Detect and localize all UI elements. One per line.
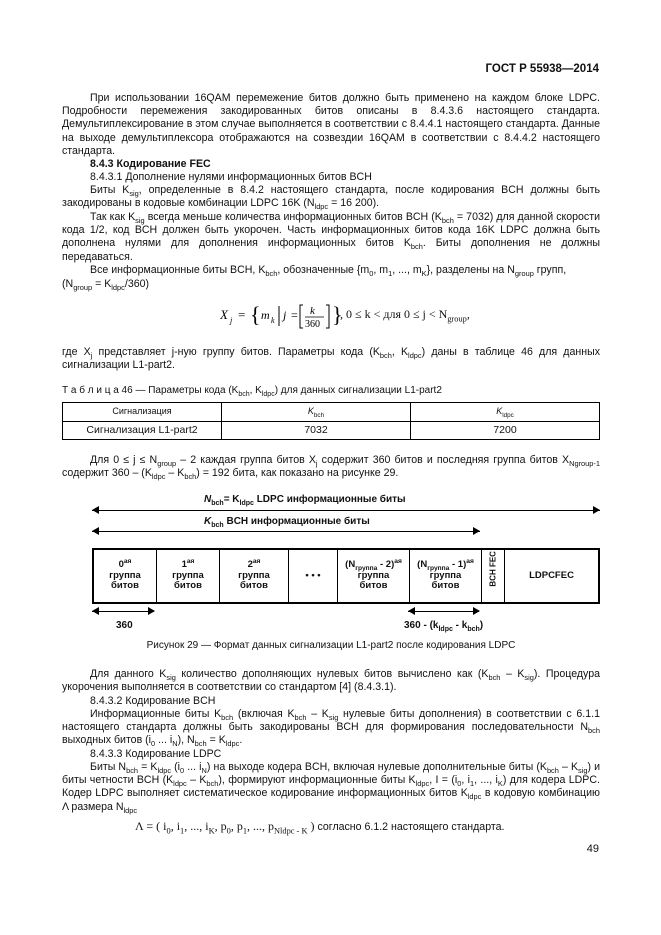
document-header: ГОСТ Р 55938—2014 [485, 63, 599, 75]
diagram-label-kbch: $K_{bch}$ BCH информационные биты [204, 516, 370, 529]
diagram-arrow-last-group [408, 611, 479, 612]
arrow-right-head-icon [473, 527, 480, 535]
paragraph-16qam: При использовании 16QAM перемежение битов должно быть применено на каждом блоке LDPC. Подробности перемежения закодированных битов описаны в 8.4.3.6 настоящего стандарта. Демультиплексирование в этом случае выполняется в соответствии с 8.4.4.1 настоящего стандарта. Данные на выходе демультиплексора отображаются на созвездии 16QAM в соответствии с 8.4.4.2 настоящего стандарта. [62, 92, 600, 157]
formula-lambda: Λ = ( $i_0$, $i_1$, ..., $i_K$, $p_0$, $p_1$, ..., $p_{Nldpc - K}$ ) согласно 6.1.2 настоящего стандарта. [135, 819, 505, 836]
paragraph-bch: Информационные биты $K_{bch}$ (включая $K_{bch} - K_{sig}$ нулевые биты дополнения) в соответствии с 6.1.1 настоящего стандарта должны быть закодированы BCH для формирования последовательности $N_{bch}$ выходных битов ($i_0$ ... $i_N$), $N_{bch} = K_{ldpc}$. [62, 708, 600, 749]
svg-text:360: 360 [305, 319, 320, 330]
paragraph-zero-padding: Для данного $K_{sig}$ количество дополняющих нулевых битов вычислено как $(K_{bch} - K_{sig})$. Процедура укорочения выполняется в соответствии со стандартом [4] (8.4.3.1). [62, 668, 600, 694]
page-number: 49 [586, 843, 599, 855]
formula-xj-condition: , 0 ≤ k < для $0 \le j < N_{group}$, [340, 307, 470, 324]
table-cell-kldpc: 7200 [411, 422, 600, 440]
block-group-2: $2^{ая}$ группа битов [220, 550, 289, 602]
arrow-right-head-icon [148, 607, 155, 615]
svg-text:}: } [332, 302, 343, 327]
svg-text:=: = [291, 308, 298, 322]
diagram-bit-blocks [92, 548, 600, 604]
svg-text:m: m [261, 308, 270, 322]
table-row [63, 422, 600, 440]
paragraph-where: где $X_j$ представляет j-ную группу битов. Параметры кода ($K_{bch}$, $K_{ldpc}$) даны в таблице 46 для данных сигнализации L1-part2. [62, 346, 600, 372]
figure-29-diagram [92, 494, 600, 634]
svg-text:j: j [230, 316, 233, 325]
diagram-arrow-kbch [92, 531, 480, 532]
diagram-label-last-group: $360 - (k_{ldpc} - k_{bch})$ [404, 620, 484, 633]
arrow-left-head-icon [408, 607, 415, 615]
svg-text:X: X [220, 307, 228, 322]
paragraph-ldpc: Биты $N_{bch} = K_{ldpc}$ ($i_0$ ... $i_N$) на выходе кодера BCH, включая нулевые дополнительные биты $(K_{bch} - K_{sig})$ и биты четности BCH $(K_{ldpc} - K_{bch})$, формируют информационные биты $K_{ldpc}$, $I = (i_0$, $i_1$, ..., $i_K$) для кодера LDPC. Кодер LDPC выполняет систематическое кодирование информационных битов $K_{ldpc}$ в кодовую комбинацию Λ размера $N_{ldpc}$ [62, 761, 601, 815]
section-heading-8431: 8.4.3.1 Дополнение нулями информационных битов BCH [90, 171, 372, 183]
block-group-1: $1^{ая}$ группа битов [157, 550, 220, 602]
paragraph-ksig: Биты $K_{sig}$, определенные в 8.4.2 настоящего стандарта, после кодирования BCH должны быть закодированы в кодовые комбинации LDPC 16K ($N_{ldpc} = 16$ 200). [62, 184, 600, 212]
table-cell-signaling: Сигнализация L1-part2 [63, 422, 222, 440]
table-cell-kbch: 7032 [222, 422, 411, 440]
svg-text:k: k [310, 305, 315, 317]
svg-text:=: = [238, 307, 246, 322]
paragraph-ngroup: $(N_{group} = K_{ldpc}/360)$ [62, 278, 150, 293]
block-bch-fec: BCH FEC [482, 550, 505, 602]
paragraph-groups: Для $0 \le j \le N_{group} - 2$ каждая группа битов $X_j$ содержит 360 битов и последняя группа битов $X_{Ngroup-1}$ содержит $360 - (K_{ldpc} - K_{bch}) = 192$ бита, как показано на рисунке 29. [62, 454, 600, 482]
svg-text:{: { [250, 302, 261, 327]
block-group-n-minus-2: $(N_{группа} - 2)^{ая}$ группа битов [338, 550, 410, 602]
table-header-kbch: $K_{bch}$ [222, 403, 411, 422]
diagram-label-360: 360 [116, 620, 133, 631]
diagram-arrow-first-group [92, 611, 154, 612]
arrow-left-head-icon [92, 527, 99, 535]
section-heading-8432: 8.4.3.2 Кодирование BCH [90, 695, 216, 707]
svg-text:j: j [283, 308, 287, 322]
table-46 [62, 402, 600, 440]
table-header-kldpc: $K_{ldpc}$ [411, 403, 600, 422]
arrow-left-head-icon [92, 506, 99, 514]
diagram-arrow-nbch [92, 510, 600, 511]
block-ellipsis: • • • [289, 550, 338, 602]
block-group-0: $0^{ая}$ группа битов [94, 550, 157, 602]
table-header-signaling: Сигнализация [63, 403, 222, 422]
block-group-n-minus-1: $(N_{группа} - 1)^{ая}$ группа битов [410, 550, 482, 602]
paragraph-all-bits: Все информационные биты BCH, $K_{bch}$, обозначенные {$m_0$, $m_1$, ..., $m_K$}, разделены на $N_{group}$ групп, [90, 264, 567, 279]
svg-text:k: k [271, 316, 275, 325]
section-heading-8433: 8.4.3.3 Кодирование LDPC [90, 748, 222, 760]
table-caption: Т а б л и ц а 46 — Параметры кода ($K_{bch}$, $K_{ldpc}$) для данных сигнализации L1-part2 [62, 385, 442, 398]
block-ldpc-fec: LDPCFEC [529, 569, 574, 581]
paragraph-shortening: Так как $K_{sig}$ всегда меньше количества информационных битов BCH $(K_{bch} = 7032)$ для данной скорости кода 1/2, код BCH должен быть укорочен. Часть информационных битов кода 16K LDPC должна быть дополнена нулями для дополнения информационных битов $K_{bch}$. Биты дополнения не должны передаваться. [62, 211, 600, 263]
arrow-left-head-icon [92, 607, 99, 615]
formula-xj [220, 301, 540, 331]
figure-caption: Рисунок 29 — Формат данных сигнализации L1-part2 после кодирования LDPC [146, 640, 516, 651]
section-heading-843: 8.4.3 Кодирование FEC [90, 158, 211, 170]
arrow-right-head-icon [593, 506, 600, 514]
arrow-right-head-icon [473, 607, 480, 615]
diagram-label-nbch: $N_{bch}= K_{ldpc}$ LDPC информационные биты [204, 494, 406, 507]
table-header-row [63, 403, 600, 422]
